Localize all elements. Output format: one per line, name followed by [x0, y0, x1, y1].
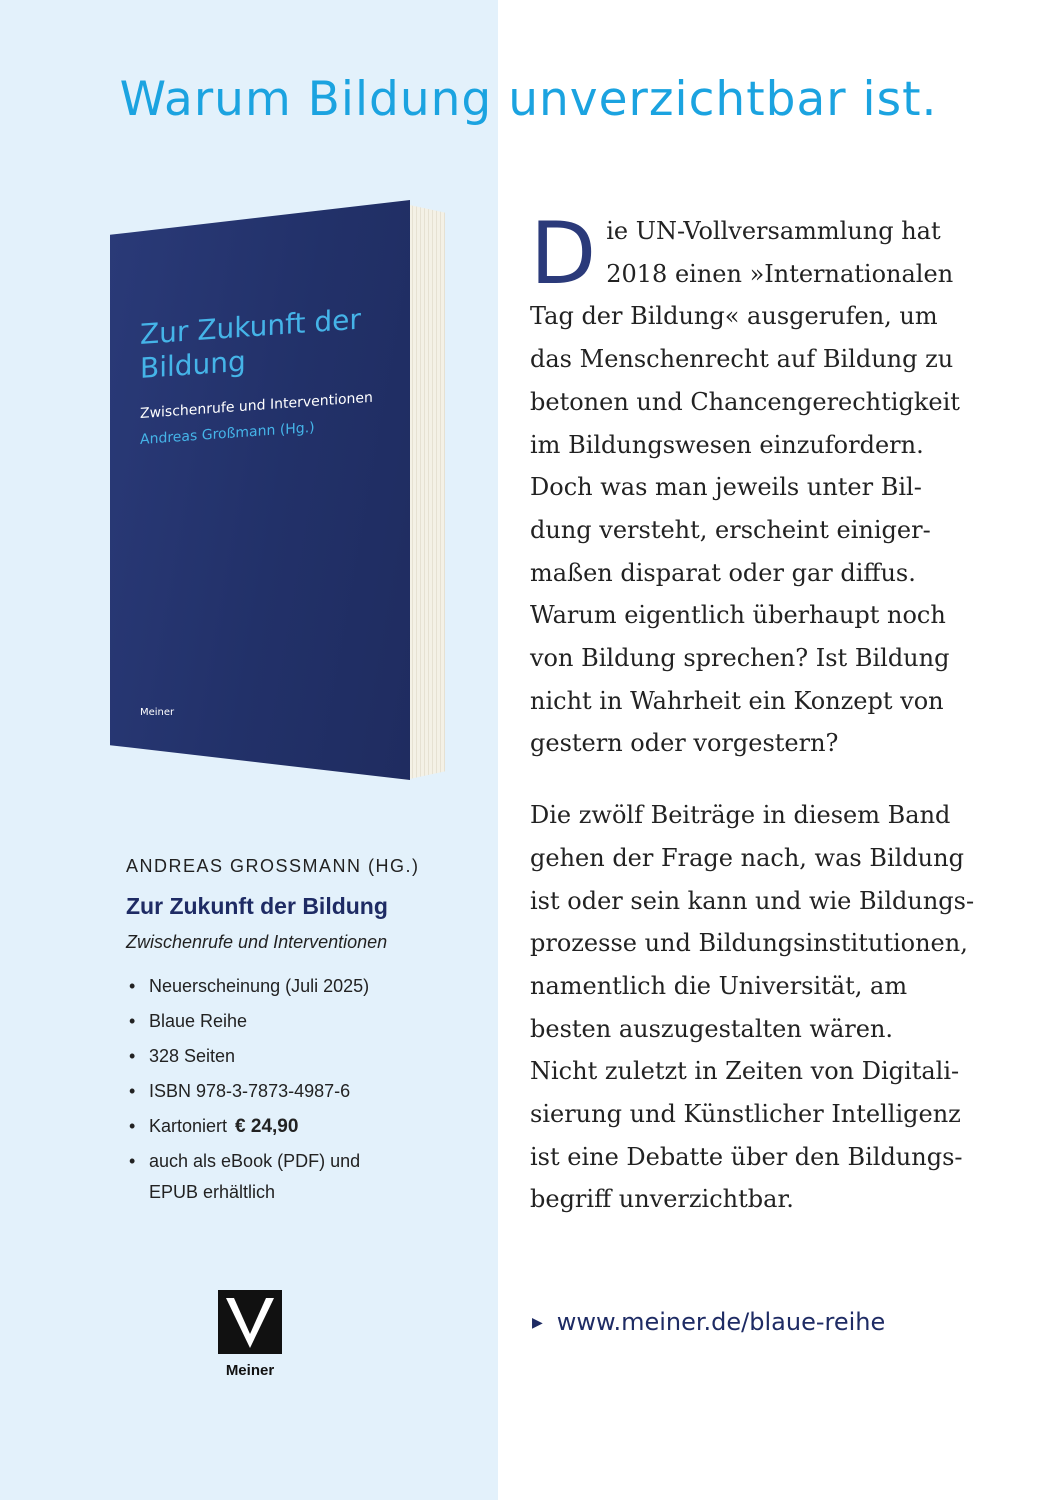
fact-text: Blaue Reihe [149, 1011, 248, 1031]
book-cover-subtitle: Zwischenrufe und Interventionen [140, 389, 373, 422]
paragraph-1 [530, 204, 990, 765]
book-facts-list [126, 971, 466, 1208]
text-line: Tag der Bildung« ausgerufen, um [530, 302, 938, 331]
text-line: ist oder sein kann und wie Bildungs- [530, 886, 975, 915]
text-line: sierung und Künstlicher Intelligenz [530, 1100, 961, 1129]
fact-text: Kartoniert [149, 1116, 228, 1136]
book-cover-title-line: Zur Zukunft der [140, 302, 361, 351]
book-pages [405, 204, 445, 780]
fact-item [126, 1076, 466, 1107]
text-line: Doch was man jeweils unter Bil- [530, 473, 922, 502]
fact-item [126, 971, 466, 1002]
text-line: ist eine Debatte über den Bildungs- [530, 1142, 963, 1171]
fact-text: ISBN 978-3-7873-4987-6 [149, 1081, 351, 1101]
text-line: von Bildung sprechen? Ist Bildung [530, 644, 950, 673]
book-cover-image [110, 200, 445, 785]
book-cover-title-line: Bildung [140, 344, 246, 385]
fact-item [126, 1006, 466, 1037]
drop-cap: D [530, 204, 597, 304]
book-front [110, 200, 410, 780]
text-line: besten auszugestalten wären. [530, 1014, 894, 1043]
meiner-logo-text: Meiner [225, 1362, 275, 1379]
text-line: Warum eigentlich überhaupt noch [530, 601, 946, 630]
book-author: ANDREAS GROSSMANN (HG.) [126, 856, 420, 876]
paragraph-2 [530, 794, 990, 1221]
price: € 24,90 [235, 1116, 299, 1137]
text-line: das Menschenrecht auf Bildung zu [530, 345, 954, 374]
book-title: Zur Zukunft der Bildung [126, 893, 388, 919]
text-line: im Bildungswesen einzufordern. [530, 430, 924, 459]
fact-text: EPUB erhältlich [149, 1182, 276, 1202]
triangle-right-icon: ▶ [532, 1315, 543, 1331]
text-line: begriff unverzichtbar. [530, 1185, 794, 1214]
text-line: 2018 einen »Internationalen [606, 259, 954, 288]
fact-item [126, 1111, 466, 1142]
text-line: Die zwölf Beiträge in diesem Band [530, 801, 951, 830]
text-line: dung versteht, erscheint einiger- [530, 515, 931, 544]
text-line: gehen der Frage nach, was Bildung [530, 843, 964, 872]
fact-item [126, 1041, 466, 1072]
fact-text: Neuerscheinung (Juli 2025) [149, 976, 370, 996]
text-line: betonen und Chancengerechtigkeit [530, 387, 960, 416]
book-info [126, 856, 466, 1212]
text-line: namentlich die Universität, am [530, 971, 908, 1000]
fact-item [126, 1146, 466, 1208]
text-line: ie UN-Vollversammlung hat [606, 217, 941, 245]
text-line: maßen disparat oder gar diffus. [530, 558, 916, 587]
text-line: nicht in Wahrheit ein Konzept von [530, 686, 944, 715]
meiner-logo-icon [218, 1290, 282, 1354]
text-line: Nicht zuletzt in Zeiten von Digitali- [530, 1057, 960, 1086]
fact-text: • auch als eBook (PDF) und [149, 1151, 361, 1171]
website-link[interactable] [532, 1308, 885, 1336]
book-cover-editor: Andreas Großmann (Hg.) [140, 419, 315, 448]
book-cover-publisher: Meiner [140, 707, 175, 718]
fact-text: 328 Seiten [149, 1046, 236, 1066]
website-url[interactable]: www.meiner.de/blaue-reihe [556, 1308, 886, 1336]
headline: Warum Bildung unverzichtbar ist. [119, 72, 938, 127]
text-line: gestern oder vorgestern? [530, 729, 839, 758]
body-text [530, 204, 990, 1221]
text-line: prozesse und Bildungsinstitutionen, [530, 929, 968, 958]
meiner-logo [215, 1290, 285, 1379]
book-subtitle: Zwischenrufe und Interventionen [126, 932, 388, 952]
